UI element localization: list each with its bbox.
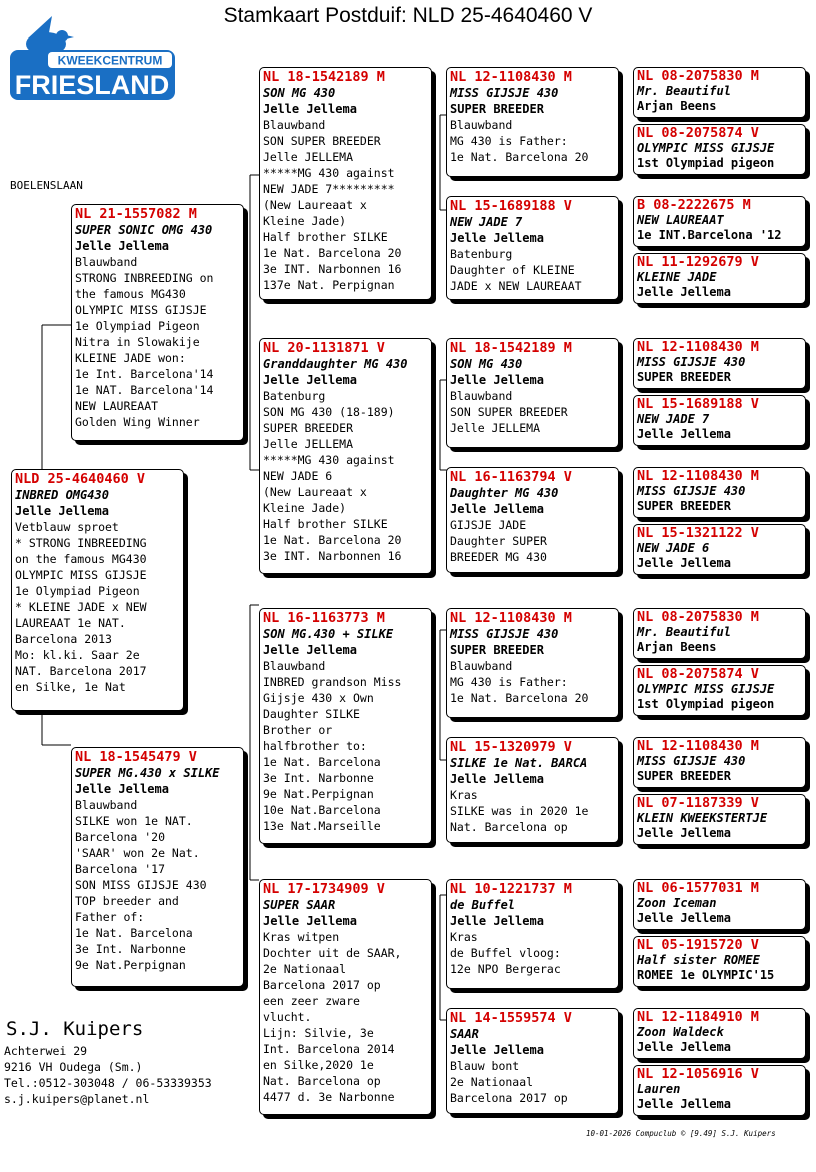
pigeon-name: SON MG.430 + SILKE	[263, 627, 394, 641]
pigeon-note: Barcelona '20	[75, 830, 166, 844]
pigeon-card-great-grandparent[interactable]	[446, 737, 619, 843]
footer-stamp: 10-01-2026 Compuclub © [9.49] S.J. Kuipers	[586, 1129, 776, 1138]
pigeon-note: en Silke, 1e Nat	[15, 680, 126, 694]
pigeon-note: Kleine Jade)	[263, 214, 347, 228]
pigeon-note: Barcelona '17	[75, 862, 166, 876]
pigeon-note: Batenburg	[263, 389, 326, 403]
pigeon-note: Barcelona 2013	[15, 632, 112, 646]
pigeon-note: 3e Int. Narbonne	[263, 771, 374, 785]
pigeon-card-great-grandparent[interactable]	[446, 338, 619, 448]
pigeon-note: STRONG INBREEDING on	[75, 271, 214, 285]
pigeon-card-great-grandparent[interactable]	[446, 879, 619, 989]
pigeon-name: SON MG 430	[263, 86, 336, 100]
pigeon-note: 1e Olympiad Pigeon	[15, 584, 140, 598]
pigeon-note: LAUREAAT 1e NAT.	[15, 616, 126, 630]
pigeon-note: JADE x NEW LAUREAAT	[450, 279, 582, 293]
pigeon-card-great-great-grandparent[interactable]	[633, 608, 806, 659]
pigeon-owner: Jelle Jellema	[637, 285, 731, 299]
ring-number: NL 07-1187339 V	[637, 795, 759, 811]
pigeon-owner: SUPER BREEDER	[637, 499, 731, 513]
pigeon-note: vlucht.	[263, 1010, 312, 1024]
pigeon-owner: Jelle Jellema	[637, 826, 731, 840]
ring-number: NL 18-1542189 M	[450, 340, 572, 356]
pigeon-note: OLYMPIC MISS GIJSJE	[15, 568, 147, 582]
pigeon-name: Mr. Beautiful	[637, 84, 731, 98]
pigeon-name: MISS GIJSJE 430	[637, 355, 746, 369]
pigeon-note: 1e Nat. Barcelona 20	[450, 691, 589, 705]
pigeon-note: 3e INT. Narbonnen 16	[263, 549, 402, 563]
pigeon-owner: Jelle Jellema	[75, 239, 169, 253]
svg-text:FRIESLAND: FRIESLAND	[14, 70, 170, 100]
pigeon-owner: Jelle Jellema	[263, 102, 357, 116]
pigeon-note: the famous MG430	[75, 287, 186, 301]
pigeon-name: OLYMPIC MISS GIJSJE	[637, 141, 775, 155]
pigeon-name: SON MG 430	[450, 357, 523, 371]
pigeon-note: Kras	[450, 930, 478, 944]
pigeon-name: MISS GIJSJE 430	[637, 754, 746, 768]
ring-number: NL 15-1689188 V	[450, 198, 572, 214]
pigeon-note: *****MG 430 against	[263, 453, 395, 467]
pigeon-name: SUPER SAAR	[263, 898, 336, 912]
pigeon-owner: Arjan Beens	[637, 99, 717, 113]
pigeon-note: Mo: kl.ki. Saar 2e	[15, 648, 140, 662]
pigeon-card-great-great-grandparent[interactable]	[633, 665, 806, 716]
ring-number: NL 08-2075830 M	[637, 68, 759, 84]
pigeon-note: 1e Nat. Barcelona 20	[263, 246, 402, 260]
pigeon-note: Jelle JELLEMA	[263, 437, 354, 451]
pigeon-card-great-grandparent[interactable]	[446, 467, 619, 573]
pigeon-owner: Jelle Jellema	[263, 643, 357, 657]
pigeon-note: MG 430 is Father:	[450, 134, 568, 148]
pigeon-note: 1e Nat. Barcelona 20	[263, 533, 402, 547]
pigeon-note: on the famous MG430	[15, 552, 147, 566]
pigeon-card-great-great-grandparent[interactable]	[633, 936, 806, 987]
pigeon-owner: Jelle Jellema	[450, 231, 544, 245]
pigeon-owner: Jelle Jellema	[450, 914, 544, 928]
ring-number: NL 08-2075874 V	[637, 666, 759, 682]
pigeon-note: Half brother SILKE	[263, 517, 388, 531]
pigeon-note: 137e Nat. Perpignan	[263, 278, 395, 292]
pigeon-note: Golden Wing Winner	[75, 415, 200, 429]
pigeon-note: * KLEINE JADE x NEW	[15, 600, 147, 614]
pigeon-name: INBRED OMG430	[15, 488, 109, 502]
pigeon-owner: SUPER BREEDER	[637, 370, 731, 384]
pigeon-note: 1e Olympiad Pigeon	[75, 319, 200, 333]
ring-number: NL 12-1184910 M	[637, 1009, 759, 1025]
pigeon-owner: Jelle Jellema	[637, 1097, 731, 1111]
ring-number: NL 12-1108430 M	[637, 339, 759, 355]
pigeon-name: SUPER SONIC OMG 430	[75, 223, 213, 237]
ring-number: NL 15-1321122 V	[637, 525, 759, 541]
pigeon-note: Nat. Barcelona op	[263, 1074, 381, 1088]
pigeon-card-great-grandparent[interactable]	[446, 196, 619, 300]
pigeon-name: SILKE 1e Nat. BARCA	[450, 756, 588, 770]
pigeon-owner: Jelle Jellema	[263, 914, 357, 928]
pigeon-name: Lauren	[637, 1082, 681, 1096]
pigeon-note: 9e Nat.Perpignan	[263, 787, 374, 801]
pigeon-owner: Jelle Jellema	[450, 1043, 544, 1057]
pigeon-name: MISS GIJSJE 430	[450, 86, 559, 100]
pigeon-name: SUPER MG.430 x SILKE	[75, 766, 220, 780]
pigeon-card-grandparent[interactable]	[259, 879, 432, 1115]
pigeon-note: Daughter SUPER	[450, 534, 547, 548]
ring-number: B 08-2222675 M	[637, 197, 751, 213]
pigeon-note: Half brother SILKE	[263, 230, 388, 244]
pigeon-name: NEW LAUREAAT	[637, 213, 724, 227]
pigeon-note: SON SUPER BREEDER	[263, 134, 381, 148]
pigeon-note: 3e Int. Narbonne	[75, 942, 186, 956]
pigeon-owner: SUPER BREEDER	[450, 643, 544, 657]
pigeon-note: NEW LAUREAAT	[75, 399, 159, 413]
pigeon-note: SON SUPER BREEDER	[450, 405, 568, 419]
pigeon-note: 9e Nat.Perpignan	[75, 958, 186, 972]
pigeon-name: NEW JADE 6	[637, 541, 710, 555]
pigeon-note: Vetblauw sproet	[15, 520, 119, 534]
pigeon-owner: Jelle Jellema	[15, 504, 109, 518]
pigeon-note: 1e Int. Barcelona'14	[75, 367, 214, 381]
ring-number: NL 06-1577031 M	[637, 880, 759, 896]
pigeon-owner: SUPER BREEDER	[450, 102, 544, 116]
pigeon-name: Daughter MG 430	[450, 486, 559, 500]
pigeon-name: MISS GIJSJE 430	[450, 627, 559, 641]
pigeon-owner: Jelle Jellema	[450, 373, 544, 387]
location-label: BOELENSLAAN	[10, 179, 83, 192]
pigeon-owner: Jelle Jellema	[637, 1040, 731, 1054]
ring-number: NL 08-2075874 V	[637, 125, 759, 141]
pigeon-card-great-great-grandparent[interactable]	[633, 467, 806, 518]
pigeon-note: en Silke,2020 1e	[263, 1058, 374, 1072]
pigeon-note: Nitra in Slowakije	[75, 335, 200, 349]
breeder-address: Achterwei 29	[4, 1044, 88, 1058]
pigeon-card-father[interactable]	[71, 204, 244, 441]
pigeon-name: de Buffel	[450, 898, 516, 912]
pigeon-note: Blauw bont	[450, 1059, 520, 1073]
pigeon-note: 2e Nationaal	[263, 962, 347, 976]
pigeon-note: 12e NPO Bergerac	[450, 962, 561, 976]
pigeon-note: Barcelona 2017 op	[450, 1091, 568, 1105]
pigeon-note: 3e INT. Narbonnen 16	[263, 262, 402, 276]
pigeon-note: 10e Nat.Barcelona	[263, 803, 381, 817]
pigeon-note: Kleine Jade)	[263, 501, 347, 515]
pigeon-name: NEW JADE 7	[637, 412, 710, 426]
ring-number: NL 12-1056916 V	[637, 1066, 759, 1082]
pigeon-note: 'SAAR' won 2e Nat.	[75, 846, 200, 860]
pigeon-note: 1e Nat. Barcelona 20	[450, 150, 589, 164]
ring-number: NL 16-1163773 M	[263, 610, 385, 626]
pigeon-owner: 1e INT.Barcelona '12	[637, 228, 782, 242]
pigeon-note: Blauwband	[263, 659, 326, 673]
ring-number: NL 12-1108430 M	[450, 69, 572, 85]
pigeon-note: Barcelona 2017 op	[263, 978, 381, 992]
pigeon-note: TOP breeder and	[75, 894, 179, 908]
pigeon-note: Dochter uit de SAAR,	[263, 946, 402, 960]
pigeon-name: Mr. Beautiful	[637, 625, 731, 639]
pigeon-note: Kras	[450, 788, 478, 802]
pigeon-note: Daughter of KLEINE	[450, 263, 575, 277]
pigeon-name: OLYMPIC MISS GIJSJE	[637, 682, 775, 696]
breeder-phone: Tel.:0512-303048 / 06-53339353	[4, 1076, 212, 1090]
pigeon-note: Father of:	[75, 910, 145, 924]
pigeon-note: OLYMPIC MISS GIJSJE	[75, 303, 207, 317]
pigeon-card-great-great-grandparent[interactable]	[633, 338, 806, 389]
pigeon-note: Gijsje 430 x Own	[263, 691, 374, 705]
pigeon-card-great-great-grandparent[interactable]	[633, 1065, 806, 1116]
pigeon-card-great-grandparent[interactable]	[446, 1008, 619, 1114]
pigeon-owner: 1st Olympiad pigeon	[637, 697, 775, 711]
pigeon-note: Jelle JELLEMA	[263, 150, 354, 164]
pigeon-note: BREEDER MG 430	[450, 550, 547, 564]
pigeon-owner: Jelle Jellema	[637, 556, 731, 570]
pigeon-note: 1e Nat. Barcelona	[263, 755, 381, 769]
pigeon-card-great-great-grandparent[interactable]	[633, 524, 806, 575]
pigeon-note: Kras witpen	[263, 930, 340, 944]
ring-number: NL 12-1108430 M	[637, 738, 759, 754]
ring-number: NLD 25-4640460 V	[15, 471, 146, 487]
pigeon-note: halfbrother to:	[263, 739, 367, 753]
ring-number: NL 15-1320979 V	[450, 739, 572, 755]
pigeon-card-great-great-grandparent[interactable]	[633, 395, 806, 446]
pigeon-note: (New Laureaat x	[263, 485, 367, 499]
ring-number: NL 05-1915720 V	[637, 937, 759, 953]
pigeon-name: SAAR	[450, 1027, 479, 1041]
pigeon-note: *****MG 430 against	[263, 166, 395, 180]
pigeon-card-great-great-grandparent[interactable]	[633, 737, 806, 788]
pigeon-name: Half sister ROMEE	[637, 953, 760, 967]
pigeon-note: Blauwband	[75, 798, 138, 812]
pigeon-card-grandparent[interactable]	[259, 338, 432, 574]
pigeon-note: 4477 d. 3e Narbonne	[263, 1090, 395, 1104]
pigeon-note: KLEINE JADE won:	[75, 351, 186, 365]
breeder-city: 9216 VH Oudega (Sm.)	[4, 1060, 143, 1074]
ring-number: NL 11-1292679 V	[637, 254, 759, 270]
pigeon-note: Blauwband	[450, 118, 513, 132]
ring-number: NL 17-1734909 V	[263, 881, 385, 897]
pigeon-note: 1e Nat. Barcelona	[75, 926, 193, 940]
pigeon-card-great-grandparent[interactable]	[446, 67, 619, 177]
pigeon-note: Blauwband	[263, 118, 326, 132]
pigeon-note: Daughter SILKE	[263, 707, 360, 721]
svg-text:KWEEKCENTRUM: KWEEKCENTRUM	[57, 53, 163, 68]
pigeon-name: NEW JADE 7	[450, 215, 523, 229]
pigeon-card-great-great-grandparent[interactable]	[633, 253, 806, 304]
pigeon-owner: Jelle Jellema	[637, 427, 731, 441]
pigeon-note: NEW JADE 6	[263, 469, 333, 483]
pigeon-note: 13e Nat.Marseille	[263, 819, 381, 833]
pigeon-note: Brother or	[263, 723, 333, 737]
pigeon-note: Jelle JELLEMA	[450, 421, 541, 435]
pigeon-note: Batenburg	[450, 247, 513, 261]
pigeon-owner: Arjan Beens	[637, 640, 717, 654]
pigeon-name: Zoon Waldeck	[637, 1025, 724, 1039]
pigeon-card-great-great-grandparent[interactable]	[633, 879, 806, 930]
pigeon-owner: Jelle Jellema	[75, 782, 169, 796]
pigeon-note: * STRONG INBREEDING	[15, 536, 147, 550]
breeder-name: S.J. Kuipers	[6, 1018, 144, 1040]
pigeon-note: 2e Nationaal	[450, 1075, 534, 1089]
pigeon-name: KLEINE JADE	[637, 270, 717, 284]
pigeon-owner: Jelle Jellema	[450, 772, 544, 786]
pigeon-note: Nat. Barcelona op	[450, 820, 568, 834]
pigeon-owner: 1st Olympiad pigeon	[637, 156, 775, 170]
pigeon-owner: Jelle Jellema	[263, 373, 357, 387]
ring-number: NL 14-1559574 V	[450, 1010, 572, 1026]
pigeon-card-mother[interactable]	[71, 747, 244, 987]
pigeon-note: SILKE won 1e NAT.	[75, 814, 193, 828]
pigeon-note: een zeer zware	[263, 994, 360, 1008]
ring-number: NL 18-1542189 M	[263, 69, 385, 85]
pigeon-card-great-great-grandparent[interactable]	[633, 67, 806, 118]
ring-number: NL 12-1108430 M	[637, 468, 759, 484]
pigeon-note: SON MISS GIJSJE 430	[75, 878, 207, 892]
pigeon-note: de Buffel vloog:	[450, 946, 561, 960]
ring-number: NL 21-1557082 M	[75, 206, 197, 222]
breeder-email[interactable]: s.j.kuipers@planet.nl	[4, 1092, 150, 1106]
pigeon-note: SILKE was in 2020 1e	[450, 804, 589, 818]
pigeon-card-great-great-grandparent[interactable]	[633, 124, 806, 175]
pigeon-name: Zoon Iceman	[637, 896, 717, 910]
pigeon-owner: Jelle Jellema	[450, 502, 544, 516]
ring-number: NL 16-1163794 V	[450, 469, 572, 485]
pigeon-note: 1e NAT. Barcelona'14	[75, 383, 214, 397]
ring-number: NL 10-1221737 M	[450, 881, 572, 897]
pigeon-card-great-great-grandparent[interactable]	[633, 794, 806, 845]
pigeon-owner: Jelle Jellema	[637, 911, 731, 925]
ring-number: NL 08-2075830 M	[637, 609, 759, 625]
pigeon-note: SON MG 430 (18-189)	[263, 405, 395, 419]
pigeon-note: NAT. Barcelona 2017	[15, 664, 147, 678]
ring-number: NL 15-1689188 V	[637, 396, 759, 412]
pigeon-note: (New Laureaat x	[263, 198, 367, 212]
pigeon-card-grandparent[interactable]	[259, 67, 432, 300]
pigeon-note: NEW JADE 7*********	[263, 182, 395, 196]
pigeon-note: SUPER BREEDER	[263, 421, 354, 435]
pigeon-card-great-great-grandparent[interactable]	[633, 1008, 806, 1059]
pigeon-card-great-great-grandparent[interactable]	[633, 196, 806, 247]
pigeon-card-great-grandparent[interactable]	[446, 608, 619, 718]
pigeon-name: MISS GIJSJE 430	[637, 484, 746, 498]
pigeon-card-subject[interactable]	[11, 469, 184, 711]
pigeon-note: Blauwband	[450, 389, 513, 403]
pigeon-note: Blauwband	[75, 255, 138, 269]
pigeon-note: INBRED grandson Miss	[263, 675, 402, 689]
pigeon-note: GIJSJE JADE	[450, 518, 527, 532]
pigeon-note: Blauwband	[450, 659, 513, 673]
ring-number: NL 12-1108430 M	[450, 610, 572, 626]
pigeon-card-grandparent[interactable]	[259, 608, 432, 844]
pigeon-note: MG 430 is Father:	[450, 675, 568, 689]
pigeon-owner: ROMEE 1e OLYMPIC'15	[637, 968, 775, 982]
pigeon-name: Granddaughter MG 430	[263, 357, 408, 371]
pigeon-name: KLEIN KWEEKSTERTJE	[637, 811, 768, 825]
pigeon-note: Lijn: Silvie, 3e	[263, 1026, 374, 1040]
ring-number: NL 20-1131871 V	[263, 340, 385, 356]
ring-number: NL 18-1545479 V	[75, 749, 197, 765]
page-title: Stamkaart Postduif: NLD 25-4640460 V	[223, 4, 593, 27]
pigeon-owner: SUPER BREEDER	[637, 769, 731, 783]
pigeon-note: Int. Barcelona 2014	[263, 1042, 395, 1056]
